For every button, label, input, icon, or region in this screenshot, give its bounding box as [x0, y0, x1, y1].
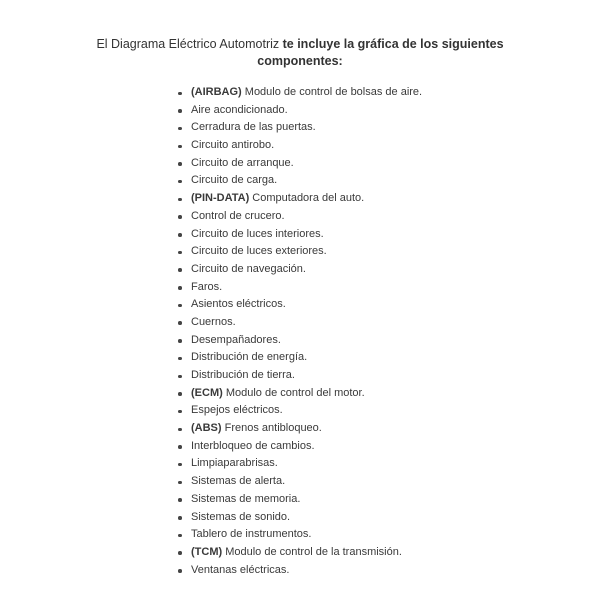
heading-bold-line1: te incluye la gráfica de los siguientes: [282, 37, 504, 51]
heading-normal-text: El Diagrama Eléctrico Automotriz: [96, 37, 283, 51]
component-code: (TCM): [191, 545, 223, 558]
bullet-icon: [178, 109, 182, 113]
list-item: [176, 562, 422, 580]
list-item: [176, 332, 422, 350]
bullet-icon: [178, 198, 182, 202]
component-text: Frenos antibloqueo.: [221, 422, 322, 435]
list-item: [176, 102, 422, 120]
component-text: Circuito de arranque.: [191, 156, 294, 169]
component-code: (ECM): [191, 386, 223, 399]
list-item: [176, 367, 422, 385]
list-item: [176, 349, 422, 367]
bullet-icon: [178, 268, 182, 272]
bullet-icon: [178, 92, 182, 96]
component-code: (PIN-DATA): [191, 192, 250, 205]
bullet-icon: [178, 551, 182, 555]
component-text: Desempañadores.: [191, 333, 281, 346]
component-text: Circuito antirobo.: [191, 139, 275, 152]
component-text: Espejos eléctricos.: [191, 404, 283, 417]
bullet-icon: [178, 534, 182, 538]
bullet-icon: [178, 357, 182, 361]
component-text: Aire acondicionado.: [191, 103, 288, 116]
list-item: [176, 208, 422, 226]
component-text: Computadora del auto.: [249, 192, 365, 205]
component-text: Sistemas de alerta.: [191, 475, 286, 488]
list-item: [176, 509, 422, 527]
bullet-icon: [178, 304, 182, 308]
intro-heading: [0, 36, 600, 70]
component-text: Circuito de navegación.: [191, 262, 306, 275]
heading-bold-line2: componentes:: [257, 54, 343, 68]
list-item: [176, 119, 422, 137]
bullet-icon: [178, 233, 182, 237]
component-code: (ABS): [191, 422, 222, 435]
bullet-icon: [178, 428, 182, 432]
list-item: [176, 402, 422, 420]
component-text: Circuito de luces exteriores.: [191, 245, 327, 258]
component-text: Circuito de luces interiores.: [191, 227, 324, 240]
bullet-icon: [178, 127, 182, 131]
bullet-icon: [178, 516, 182, 520]
bullet-icon: [178, 145, 182, 149]
component-text: Modulo de control de la transmisión.: [222, 545, 402, 558]
component-text: Asientos eléctricos.: [191, 298, 286, 311]
list-item: [176, 279, 422, 297]
list-item: [176, 243, 422, 261]
list-item: [176, 137, 422, 155]
component-text: Control de crucero.: [191, 209, 285, 222]
bullet-icon: [178, 339, 182, 343]
bullet-icon: [178, 375, 182, 379]
component-code: (AIRBAG): [191, 86, 242, 98]
list-item: [176, 544, 422, 562]
bullet-icon: [178, 392, 182, 396]
component-text: Cerradura de las puertas.: [191, 121, 316, 134]
bullet-icon: [178, 463, 182, 467]
bullet-icon: [178, 410, 182, 414]
list-item: [176, 261, 422, 279]
list-item: [176, 84, 422, 102]
list-item: [176, 296, 422, 314]
component-text: Faros.: [191, 280, 223, 293]
list-item: [176, 314, 422, 332]
component-text: Sistemas de sonido.: [191, 510, 291, 523]
list-item: [176, 420, 422, 438]
component-text: Ventanas eléctricas.: [191, 563, 290, 576]
bullet-icon: [178, 286, 182, 290]
component-text: Modulo de control de bolsas de aire.: [241, 86, 423, 98]
component-text: Distribución de tierra.: [191, 369, 295, 381]
list-item: [176, 226, 422, 244]
list-item: [176, 172, 422, 190]
list-item: [176, 473, 422, 491]
component-text: Cuernos.: [191, 315, 236, 328]
component-text: Sistemas de memoria.: [191, 492, 301, 505]
bullet-icon: [178, 498, 182, 502]
component-list: [176, 84, 422, 579]
list-item: [176, 455, 422, 473]
bullet-icon: [178, 215, 182, 219]
bullet-icon: [178, 481, 182, 485]
list-item: [176, 438, 422, 456]
list-item: [176, 491, 422, 509]
list-item: [176, 385, 422, 403]
list-item: [176, 190, 422, 208]
component-text: Distribución de energía.: [191, 351, 308, 364]
component-text: Modulo de control del motor.: [222, 386, 365, 399]
list-item: [176, 155, 422, 173]
bullet-icon: [178, 321, 182, 325]
component-text: Interbloqueo de cambios.: [191, 439, 315, 452]
bullet-icon: [178, 445, 182, 449]
component-text: Circuito de carga.: [191, 174, 278, 187]
list-item: [176, 526, 422, 544]
component-text: Tablero de instrumentos.: [191, 528, 312, 541]
bullet-icon: [178, 251, 182, 255]
component-text: Limpiaparabrisas.: [191, 457, 278, 470]
bullet-icon: [178, 569, 182, 573]
bullet-icon: [178, 162, 182, 166]
bullet-icon: [178, 180, 182, 184]
